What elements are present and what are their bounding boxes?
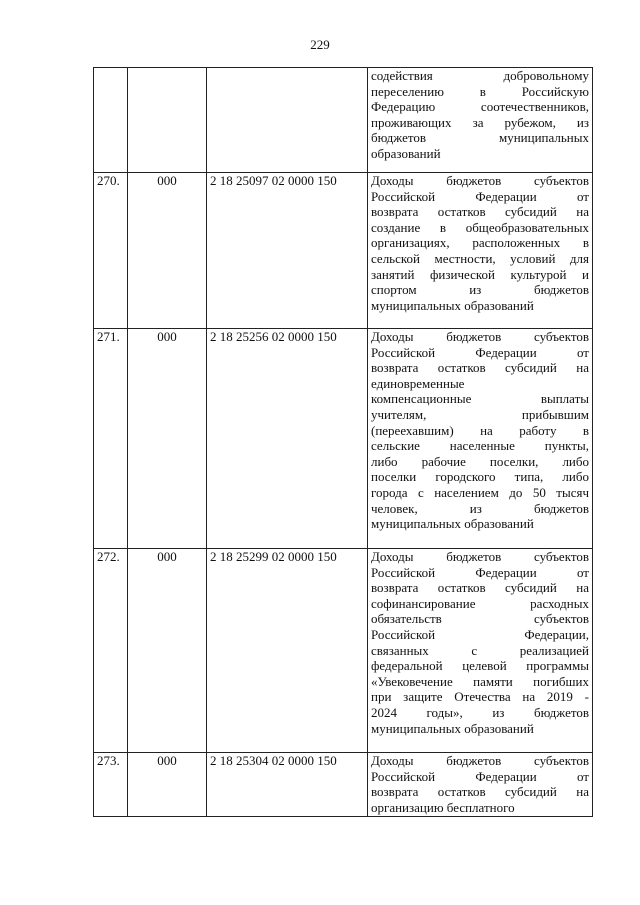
row-number-cell [94, 68, 128, 173]
budget-classification-code-cell: 2 18 25299 02 0000 150 [207, 549, 368, 753]
description-line: возврата остатков субсидий на [371, 784, 589, 800]
admin-code-cell: 000 [128, 173, 207, 329]
budget-classification-code-cell: 2 18 25097 02 0000 150 [207, 173, 368, 329]
description-line: занятий физической культурой и [371, 266, 589, 282]
page-number: 229 [310, 37, 330, 52]
description-line: возврата остатков субсидий на [371, 204, 589, 220]
description-line: Российской Федерации от [371, 188, 589, 204]
description-line: связанных с реализацией [371, 642, 589, 658]
description-line: создание в общеобразовательных [371, 219, 589, 235]
description-line: организациях, расположенных в [371, 235, 589, 251]
description-line: организацию бесплатного [371, 799, 515, 815]
description-line: единовременные [371, 375, 465, 391]
description-line: (переехавшим) на работу в [371, 422, 589, 438]
description-line: федеральной целевой программы [371, 658, 589, 674]
description-line: либо рабочие поселки, либо [371, 453, 589, 469]
budget-classification-code-cell [207, 68, 368, 173]
description-line: Российской Федерации от [371, 768, 589, 784]
description-line: проживающих за рубежом, из [371, 114, 589, 130]
admin-code-cell: 000 [128, 549, 207, 753]
description-line: Российской Федерации, [371, 626, 589, 642]
description-line: Доходы бюджетов субъектов [371, 753, 589, 768]
description-line: поселки городского типа, либо [371, 469, 589, 485]
table-body [94, 68, 593, 817]
table-row [94, 68, 593, 173]
budget-revenue-table [93, 67, 593, 817]
description-line: Российской Федерации от [371, 344, 589, 360]
revenue-description-cell [368, 68, 593, 173]
row-number-cell: 270. [94, 173, 128, 329]
revenue-description-cell [368, 549, 593, 753]
description-line: учителям, прибывшим [371, 406, 589, 422]
row-number-cell: 271. [94, 329, 128, 549]
row-number-cell: 273. [94, 753, 128, 817]
description-line: компенсационные выплаты [371, 391, 589, 407]
table-row [94, 173, 593, 329]
description-line: софинансирование расходных [371, 595, 589, 611]
description-line: возврата остатков субсидий на [371, 360, 589, 376]
description-line: сельские населенные пункты, [371, 438, 589, 454]
admin-code-cell [128, 68, 207, 173]
description-line: города с населением до 50 тысяч [371, 484, 589, 500]
row-number-cell: 272. [94, 549, 128, 753]
admin-code-cell: 000 [128, 329, 207, 549]
budget-classification-code-cell: 2 18 25256 02 0000 150 [207, 329, 368, 549]
revenue-description-cell [368, 329, 593, 549]
description-line: обязательств субъектов [371, 611, 589, 627]
description-line: муниципальных образований [371, 516, 534, 532]
description-line: 2024 годы», из бюджетов [371, 704, 589, 720]
description-line: содействия добровольному [371, 68, 589, 83]
description-line: при защите Отечества на 2019 - [371, 689, 589, 705]
table-row [94, 549, 593, 753]
budget-classification-code-cell: 2 18 25304 02 0000 150 [207, 753, 368, 817]
description-line: переселению в Российскую [371, 83, 589, 99]
table-row [94, 753, 593, 817]
description-line: образований [371, 145, 441, 161]
admin-code-cell: 000 [128, 753, 207, 817]
description-line: Доходы бюджетов субъектов [371, 549, 589, 564]
table-row [94, 329, 593, 549]
revenue-description-cell [368, 753, 593, 817]
description-line: муниципальных образований [371, 297, 534, 313]
description-line: человек, из бюджетов [371, 500, 589, 516]
description-line: Доходы бюджетов субъектов [371, 173, 589, 188]
description-line: Российской Федерации от [371, 564, 589, 580]
description-line: бюджетов муниципальных [371, 130, 589, 146]
description-line: «Увековечение памяти погибших [371, 673, 589, 689]
description-line: возврата остатков субсидий на [371, 580, 589, 596]
description-line: спортом из бюджетов [371, 282, 589, 298]
description-line: Федерацию соотечественников, [371, 99, 589, 115]
revenue-description-cell [368, 173, 593, 329]
description-line: Доходы бюджетов субъектов [371, 329, 589, 344]
description-line: сельской местности, условий для [371, 250, 589, 266]
description-line: муниципальных образований [371, 720, 534, 736]
